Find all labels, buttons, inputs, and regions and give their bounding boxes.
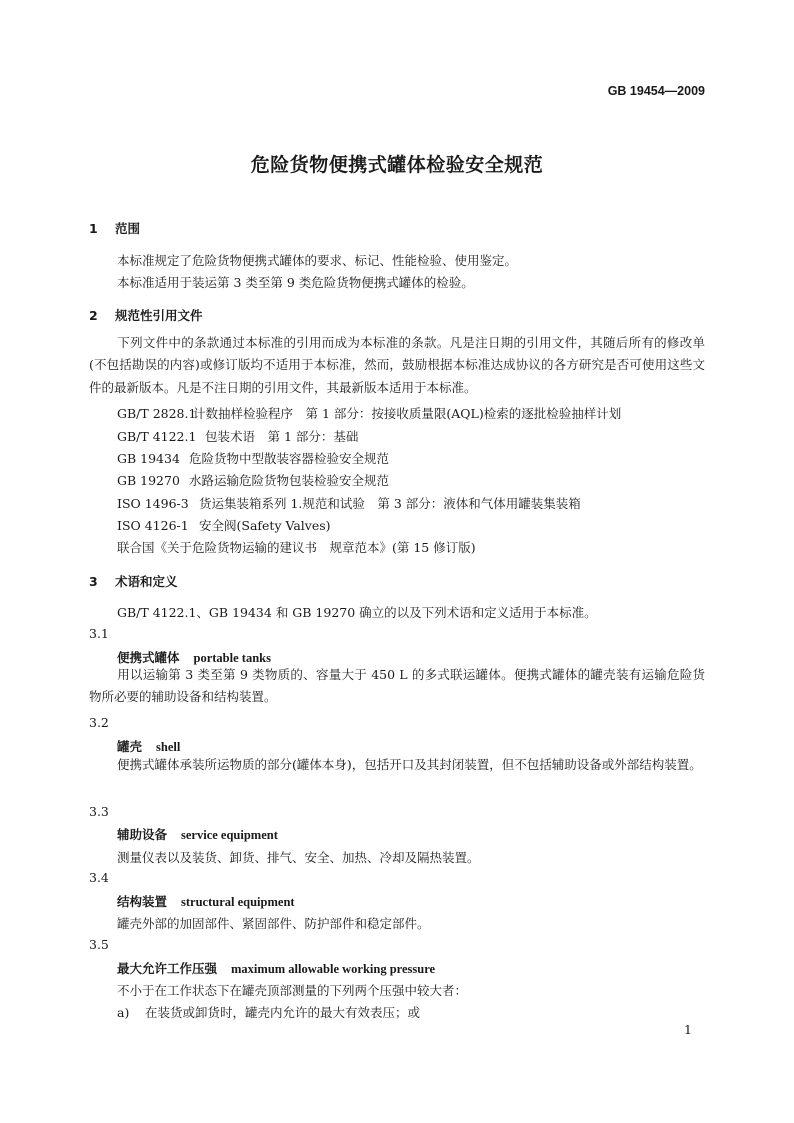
term-zh: 结构装置 [117, 894, 168, 909]
page-number: 1 [684, 1022, 692, 1037]
reference-item [117, 516, 331, 534]
definition: 罐壳外部的加固部件、紧固部件、防护部件和稳定部件。 [117, 916, 430, 931]
clause-number: 3.4 [89, 870, 109, 885]
term-heading [117, 959, 435, 977]
reference-item [117, 471, 389, 489]
reference-code: ISO 1496-3 [117, 496, 189, 511]
standard-number: GB 19454—2009 [607, 84, 705, 98]
term-heading [117, 737, 180, 755]
section-1-heading [89, 219, 140, 237]
reference-title: 计数抽样检验程序 第 1 部分：按接收质量限(AQL)检索的逐批检验抽样计划 [193, 406, 622, 421]
clause-number: 3.3 [89, 804, 109, 819]
reference-item [117, 404, 621, 422]
section-3-heading [89, 572, 178, 590]
definition-text: 用以运输第 3 类至第 9 类物质的、容量大于 450 L 的多式联运罐体。便携式罐体的罐壳装有运输危险货物所必要的辅助设备和结构装置。 [89, 667, 705, 705]
definition [89, 664, 705, 709]
section-number: 2 [89, 308, 98, 323]
reference-title: 危险货物中型散装容器检验安全规范 [189, 451, 390, 466]
reference-code: GB/T 4122.1 [117, 429, 197, 444]
list-item [117, 1003, 420, 1021]
reference-code: GB/T 2828.1 [117, 406, 197, 421]
list-item-label: a) [117, 1005, 130, 1020]
reference-item [117, 449, 389, 467]
term-en: shell [156, 740, 181, 754]
reference-code: ISO 4126-1 [117, 518, 189, 533]
section-2-heading [89, 306, 203, 324]
term-heading [117, 892, 295, 910]
reference-title: 包装术语 第 1 部分：基础 [205, 429, 359, 444]
clause-number: 3.1 [89, 626, 109, 641]
definition-text: 便携式罐体承装所运物质的部分(罐体本身)，包括开口及其封闭装置，但不包括辅助设备或外部结构装置。 [117, 757, 702, 772]
reference-item [117, 427, 358, 445]
paragraph: 本标准规定了危险货物便携式罐体的要求、标记、性能检验、使用鉴定。 [117, 253, 518, 268]
reference-code: GB 19270 [117, 473, 180, 488]
clause-number: 3.5 [89, 937, 109, 952]
section-title: 范围 [115, 221, 141, 236]
paragraph-text: 下列文件中的条款通过本标准的引用而成为本标准的条款。凡是注日期的引用文件，其随后所有的修改单(不包括勘误的内容)或修订版均不适用于本标准，然而，鼓励根据本标准达成协议的各方研究是否可使用这些文件的最新版本。凡是不注日期的引用文件，其最新版本适用于本标准。 [89, 335, 705, 395]
term-zh: 便携式罐体 [117, 650, 180, 665]
list-item-text: 在装货或卸货时，罐壳内允许的最大有效表压；或 [145, 1005, 421, 1020]
reference-title: 联合国《关于危险货物运输的建议书 规章范本》(第 15 修订版) [117, 540, 476, 555]
term-en: structural equipment [181, 895, 295, 909]
definition: 不小于在工作状态下在罐壳顶部测量的下列两个压强中较大者： [117, 983, 468, 998]
paragraph: 本标准适用于装运第 3 类至第 9 类危险货物便携式罐体的检验。 [117, 275, 474, 290]
definition: 测量仪表以及装货、卸货、排气、安全、加热、冷却及隔热装置。 [117, 850, 480, 865]
term-zh: 辅助设备 [117, 827, 168, 842]
reference-title: 货运集装箱系列 1.规范和试验 第 3 部分：液体和气体用罐装集装箱 [199, 496, 581, 511]
reference-item [117, 494, 581, 512]
term-en: portable tanks [193, 651, 271, 665]
section-number: 1 [89, 221, 98, 236]
clause-number: 3.2 [89, 715, 109, 730]
reference-code: GB 19434 [117, 451, 180, 466]
paragraph [89, 332, 705, 399]
section-number: 3 [89, 574, 98, 589]
section-title: 规范性引用文件 [115, 308, 203, 323]
term-en: maximum allowable working pressure [231, 962, 436, 976]
reference-item [117, 538, 476, 556]
paragraph: GB/T 4122.1、GB 19434 和 GB 19270 确立的以及下列术语和定义适用于本标准。 [117, 605, 597, 620]
term-zh: 罐壳 [117, 739, 143, 754]
section-title: 术语和定义 [115, 574, 178, 589]
reference-title: 安全阀(Safety Valves) [199, 518, 331, 533]
page-title: 危险货物便携式罐体检验安全规范 [250, 154, 544, 176]
term-en: service equipment [181, 828, 278, 842]
term-zh: 最大允许工作压强 [117, 961, 218, 976]
definition [89, 754, 705, 776]
reference-title: 水路运输危险货物包装检验安全规范 [189, 473, 390, 488]
term-heading [117, 825, 278, 843]
